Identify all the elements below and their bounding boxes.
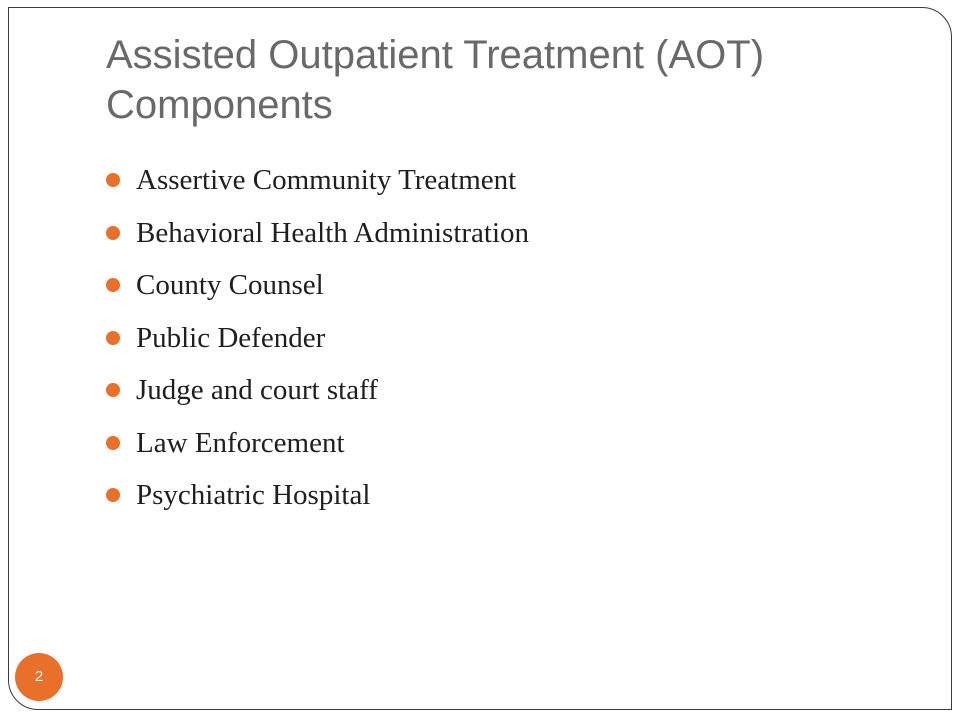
- bullet-dot-icon: [106, 488, 120, 502]
- bullet-text: Psychiatric Hospital: [136, 479, 371, 511]
- bullet-text: County Counsel: [136, 269, 324, 301]
- bullet-dot-icon: [106, 278, 120, 292]
- bullet-text: Law Enforcement: [136, 426, 345, 459]
- bullet-dot-icon: [106, 173, 120, 187]
- bullet-text: Public Defender: [136, 321, 326, 354]
- bullet-dot-icon: [106, 436, 120, 450]
- slide-title: Assisted Outpatient Treatment (AOT) Components: [106, 33, 765, 127]
- bullet-dot-icon: [106, 331, 120, 345]
- bullet-text: Judge and court staff: [136, 374, 378, 406]
- bullet-text: Assertive Community Treatment: [136, 164, 517, 196]
- bullet-dot-icon: [106, 226, 120, 240]
- slide-number-badge: 2: [15, 653, 63, 701]
- bullet-text: Behavioral Health Administration: [136, 216, 530, 249]
- bullet-dot-icon: [106, 383, 120, 397]
